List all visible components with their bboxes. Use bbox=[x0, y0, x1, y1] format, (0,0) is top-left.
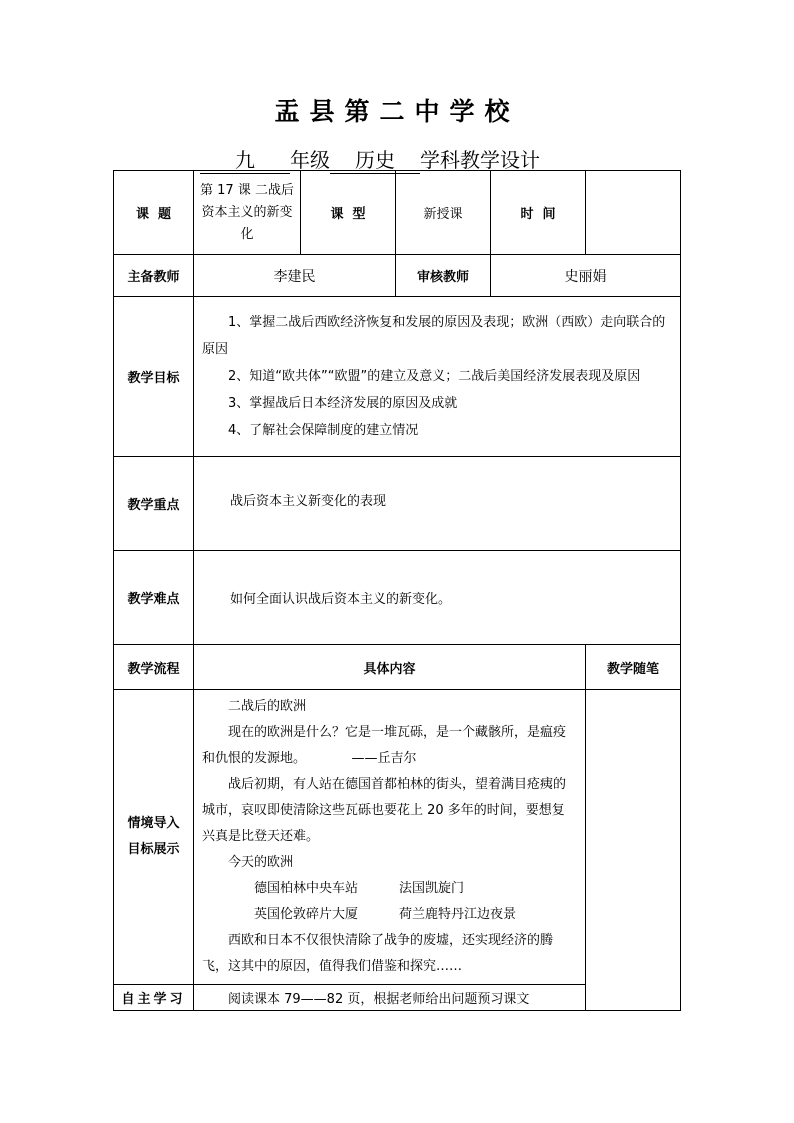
flow-label: 教学流程 bbox=[114, 645, 194, 690]
table-row bbox=[114, 171, 681, 255]
intro-line: 二战后的欧洲 bbox=[228, 699, 307, 714]
photo-caption: 英国伦敦碎片大厦 bbox=[254, 907, 359, 922]
teacher-value: 李建民 bbox=[194, 255, 396, 297]
teacher-label: 主备教师 bbox=[114, 255, 194, 297]
photo-caption: 荷兰鹿特丹江边夜景 bbox=[399, 907, 517, 922]
time-value bbox=[586, 171, 681, 255]
subject-value: 历史 bbox=[330, 144, 420, 174]
goal-item: 4、了解社会保障制度的建立情况 bbox=[228, 423, 419, 438]
topic-value: 第 17 课 二战后资本主义的新变化 bbox=[194, 171, 301, 255]
table-row bbox=[114, 255, 681, 297]
time-label: 时 间 bbox=[491, 171, 586, 255]
intro-line: 战后初期，有人站在德国首都柏林的街头，望着满目疮痍的城市，哀叹即使清除这些瓦砾也要花上 20 多年的时间，要想复兴真是比登天还难。 bbox=[202, 777, 567, 844]
table-row bbox=[114, 297, 681, 457]
table-row bbox=[114, 551, 681, 645]
goals-content bbox=[194, 297, 681, 457]
difficulty-label: 教学难点 bbox=[114, 551, 194, 645]
intro-label bbox=[114, 690, 194, 985]
grade-value: 九 bbox=[200, 144, 290, 174]
intro-line: 西欧和日本不仅很快清除了战争的废墟，还实现经济的腾飞，这其中的原因，值得我们借鉴和探究…… bbox=[202, 933, 554, 974]
photo-caption: 德国柏林中央车站 bbox=[254, 881, 359, 896]
content-label: 具体内容 bbox=[194, 645, 586, 690]
photo-caption: 法国凯旋门 bbox=[399, 881, 465, 896]
goals-label: 教学目标 bbox=[114, 297, 194, 457]
difficulty-text: 如何全面认识战后资本主义的新变化。 bbox=[194, 551, 681, 645]
intro-label-line: 目标展示 bbox=[127, 842, 180, 857]
photo-caption-row bbox=[202, 876, 577, 902]
self-study-text: 阅读课本 79——82 页，根据老师给出问题预习课文 bbox=[194, 985, 586, 1011]
intro-line: 今天的欧洲 bbox=[228, 855, 294, 870]
type-value: 新授课 bbox=[396, 171, 491, 255]
self-study-label: 自主学习 bbox=[114, 985, 194, 1011]
intro-content bbox=[194, 690, 586, 985]
school-title: 盂县第二中学校 bbox=[274, 97, 520, 126]
intro-line: 现在的欧洲是什么？它是一堆瓦砾，是一个藏骸所，是瘟疫和仇恨的发源地。 ——丘吉尔 bbox=[202, 725, 567, 766]
lesson-plan-table bbox=[113, 170, 681, 1011]
table-row bbox=[114, 645, 681, 690]
key-point-label: 教学重点 bbox=[114, 457, 194, 551]
subject-suffix: 学科教学设计 bbox=[420, 148, 540, 172]
type-label: 课 型 bbox=[301, 171, 396, 255]
reviewer-value: 史丽娟 bbox=[491, 255, 681, 297]
reviewer-label: 审核教师 bbox=[396, 255, 491, 297]
goal-item: 3、掌握战后日本经济发展的原因及成就 bbox=[228, 396, 458, 411]
table-row bbox=[114, 457, 681, 551]
topic-label: 课 题 bbox=[114, 171, 194, 255]
table-row bbox=[114, 690, 681, 985]
notes-label: 教学随笔 bbox=[586, 645, 681, 690]
notes-cell bbox=[586, 690, 681, 1011]
goal-item: 2、知道“欧共体”“欧盟”的建立及意义；二战后美国经济发展表现及原因 bbox=[228, 369, 641, 384]
key-point-text: 战后资本主义新变化的表现 bbox=[194, 457, 681, 551]
intro-label-line: 情境导入 bbox=[127, 816, 180, 831]
goal-item: 1、掌握二战后西欧经济恢复和发展的原因及表现；欧洲（西欧）走向联合的原因 bbox=[202, 315, 666, 357]
grade-suffix: 年级 bbox=[290, 148, 330, 172]
photo-caption-row bbox=[202, 902, 577, 928]
